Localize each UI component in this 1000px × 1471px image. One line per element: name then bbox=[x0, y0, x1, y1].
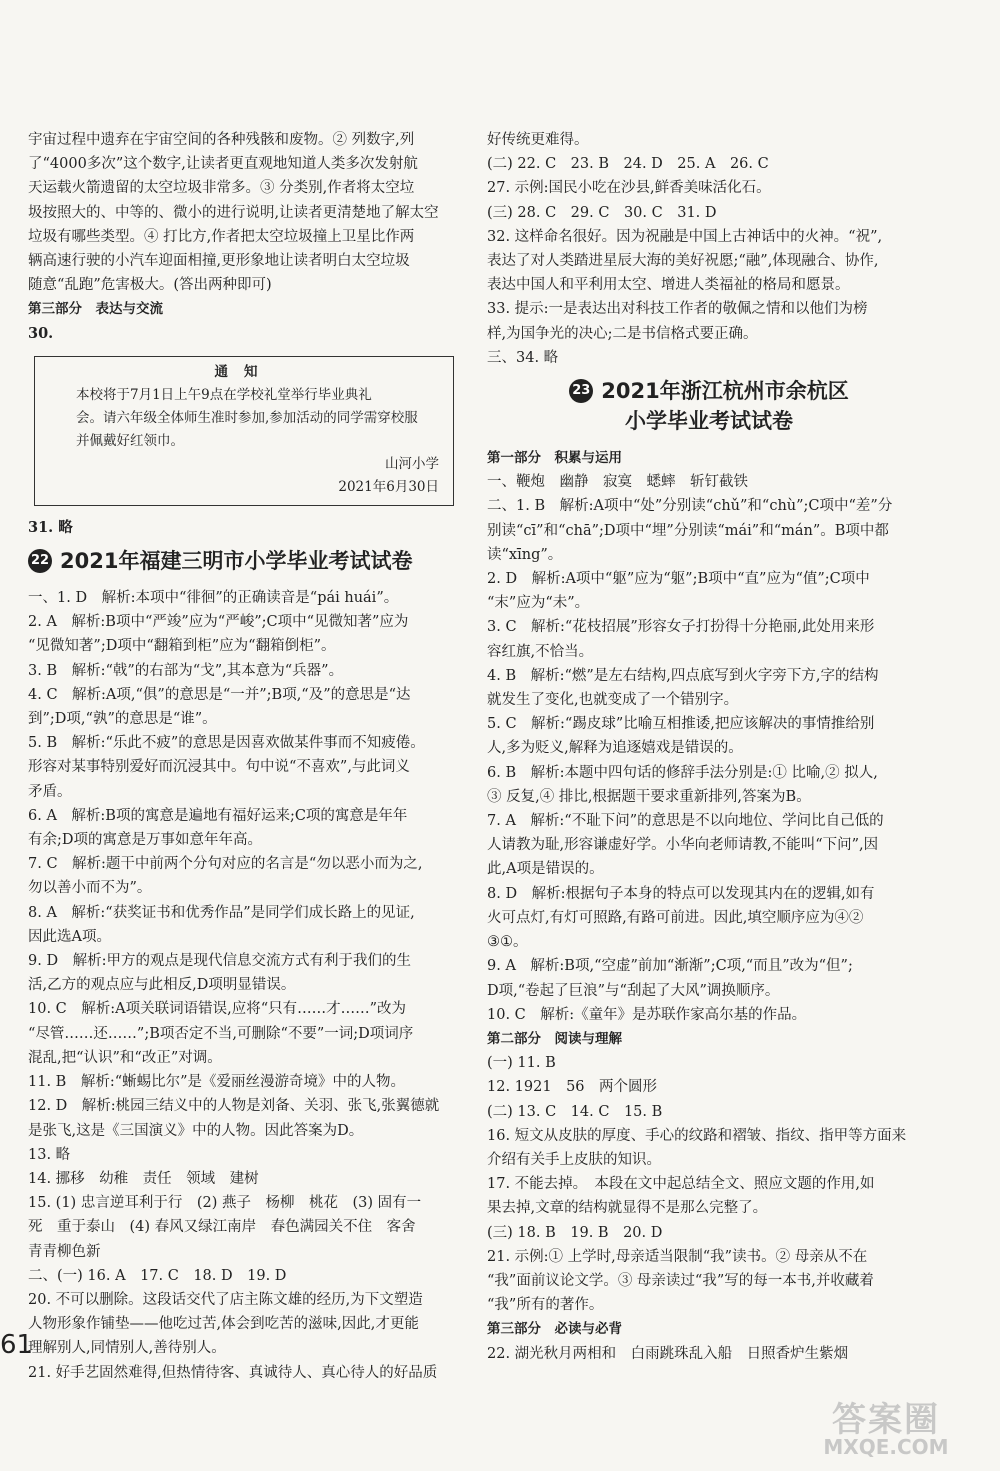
answer-line: 6. A 解析:B项的寓意是遍地有福好运来;C项的寓意是年年 bbox=[28, 807, 408, 824]
answer-line: 3. B 解析:“戟”的右部为“戈”,其本意为“兵器”。 bbox=[28, 662, 344, 679]
answer-line: 二、(一) 16. A 17. C 18. D 19. D bbox=[28, 1267, 287, 1284]
answer-line: 介绍有关手上皮肤的知识。 bbox=[487, 1151, 661, 1168]
answer-line: 13. 略 bbox=[28, 1146, 71, 1163]
exam-23-heading bbox=[487, 376, 931, 436]
exam-number-badge: 23 bbox=[569, 379, 593, 403]
part1-heading: 第一部分 积累与运用 bbox=[487, 450, 622, 467]
answer-line: 有余;D项的寓意是万事如意年年高。 bbox=[28, 832, 263, 849]
exam-22-heading bbox=[28, 546, 460, 576]
answer-line: 就发生了变化,也就变成了一个错别字。 bbox=[487, 692, 739, 709]
answer-line: ③ 反复,④ 排比,根据题干要求重新排列,答案为B。 bbox=[487, 788, 811, 805]
answer-line: 死 重于泰山 (4) 春风又绿江南岸 春色满园关不住 客舍 bbox=[28, 1219, 416, 1236]
answer-line: 7. C 解析:题干中前两个分句对应的名言是“勿以恶小而为之, bbox=[28, 856, 423, 873]
answer-line: (一) 11. B bbox=[487, 1055, 556, 1072]
answer-line: 读“xīng”。 bbox=[487, 546, 563, 563]
answer-line: “我”面前议论文学。③ 母亲读过“我”写的每一本书,并收藏着 bbox=[487, 1272, 874, 1289]
continued-answers bbox=[487, 128, 931, 370]
notice-title: 通知 bbox=[214, 363, 274, 380]
answer-line: 33. 提示:一是表达出对科技工作者的敬佩之情和以他们为榜 bbox=[487, 301, 868, 318]
answer-line: 11. B 解析:“蜥蜴比尔”是《爱丽丝漫游奇境》中的人物。 bbox=[28, 1074, 406, 1091]
text-line: 天运载火箭遗留的太空垃圾非常多。③ 分类别,作者将太空垃 bbox=[28, 180, 415, 197]
question-31-answer: 31. 略 bbox=[28, 518, 73, 536]
notice-body bbox=[49, 384, 439, 453]
answer-line: 10. C 解析:A项关联词语错误,应将“只有……才……”改为 bbox=[28, 1001, 407, 1018]
section3-heading: 第三部分 表达与交流 bbox=[28, 301, 163, 318]
answer-line: 5. B 解析:“乐此不疲”的意思是因喜欢做某件事而不知疲倦。 bbox=[28, 735, 425, 752]
answer-line: ③①。 bbox=[487, 934, 528, 951]
answer-line: 2. D 解析:A项中“躯”应为“躯”;B项中“直”应为“值”;C项中 bbox=[487, 571, 870, 588]
answer-line: 形容对某事特别爱好而沉浸其中。句中说“不喜欢”,与此词义 bbox=[28, 759, 410, 776]
answer-line: 别读“cī”和“chā”;D项中“埋”分别读“mái”和“mán”。B项中都 bbox=[487, 522, 889, 539]
answer-line: 12. 1921 56 两个圆形 bbox=[487, 1079, 658, 1096]
answer-line: 16. 短文从皮肤的厚度、手心的纹路和褶皱、指纹、指甲等方面来 bbox=[487, 1127, 907, 1144]
answer-line: 好传统更难得。 bbox=[487, 132, 589, 148]
notice-box bbox=[34, 356, 454, 506]
watermark-text: 答案圈 bbox=[832, 1400, 940, 1440]
answer-line: 9. A 解析:B项,“空虚”前加“渐渐”;C项,“而且”改为“但”; bbox=[487, 958, 853, 975]
answer-line: 10. C 解析:《童年》是苏联作家高尔基的作品。 bbox=[487, 1006, 807, 1023]
answer-line: (二) 22. C 23. B 24. D 25. A 26. C bbox=[487, 156, 769, 173]
answer-line: 此,A项是错误的。 bbox=[487, 861, 604, 878]
exam-22-answers bbox=[28, 586, 460, 1385]
exam-22-title: 2021年福建三明市小学毕业考试试卷 bbox=[60, 549, 413, 574]
right-column bbox=[487, 128, 931, 1366]
answer-line: 样,为国争光的决心;二是书信格式要正确。 bbox=[487, 325, 758, 342]
answer-line: (二) 13. C 14. C 15. B bbox=[487, 1103, 663, 1120]
answer-line: 8. D 解析:根据句子本身的特点可以发现其内在的逻辑,如有 bbox=[487, 885, 875, 902]
answer-line: 14. 挪移 幼稚 责任 领域 建树 bbox=[28, 1170, 259, 1187]
answer-line: “我”所有的著作。 bbox=[487, 1297, 604, 1314]
answer-line: 表达中国人和平利用太空、增进人类福祉的格局和愿景。 bbox=[487, 277, 850, 294]
answer-line: 人物形象作铺垫——他吃过苦,体会到吃苦的滋味,因此,才更能 bbox=[28, 1316, 419, 1333]
notice-line: 会。请六年级全体师生准时参加,参加活动的同学需穿校服 bbox=[76, 409, 418, 426]
answer-line: (三) 28. C 29. C 30. C 31. D bbox=[487, 204, 717, 221]
answer-line: 矛盾。 bbox=[28, 783, 72, 800]
answer-line: 容红旗,不恰当。 bbox=[487, 643, 594, 660]
answer-line: 活,乙方的观点应与此相反,D项明显错误。 bbox=[28, 977, 296, 994]
answer-line: 三、34. 略 bbox=[487, 349, 559, 366]
answer-line: 4. B 解析:“燃”是左右结构,四点底写到火字旁下方,字的结构 bbox=[487, 667, 879, 684]
answer-line: 6. B 解析:本题中四句话的修辞手法分别是:① 比喻,② 拟人, bbox=[487, 764, 878, 781]
answer-line: 15. (1) 忠言逆耳利于行 (2) 燕子 杨柳 桃花 (3) 固有一 bbox=[28, 1195, 422, 1212]
exam-23-title-line2: 小学毕业考试试卷 bbox=[625, 409, 793, 434]
answer-line: 人,多为贬义,解释为追逐嬉戏是错误的。 bbox=[487, 740, 743, 757]
text-line: 了“4000多次”这个数字,让读者更直观地知道人类多次发射航 bbox=[28, 156, 418, 173]
text-line: 随意“乱跑”危害极大。(答出两种即可) bbox=[28, 277, 272, 294]
answer-line: 青青柳色新 bbox=[28, 1243, 101, 1260]
answer-line: 8. A 解析:“获奖证书和优秀作品”是同学们成长路上的见证, bbox=[28, 904, 415, 921]
answer-line: 32. 这样命名很好。因为祝融是中国上古神话中的火神。“祝”, bbox=[487, 228, 883, 245]
exam-number-badge: 22 bbox=[28, 549, 52, 573]
answer-line: 是张飞,这是《三国演义》中的人物。因此答案为D。 bbox=[28, 1122, 364, 1139]
part2-heading: 第二部分 阅读与理解 bbox=[487, 1030, 622, 1047]
notice-line: 并佩戴好红领巾。 bbox=[76, 432, 184, 449]
watermark-logo bbox=[786, 1392, 986, 1459]
answer-line: 9. D 解析:甲方的观点是现代信息交流方式有利于我们的生 bbox=[28, 953, 411, 970]
watermark-url: MXQE.COM bbox=[823, 1435, 949, 1459]
text-line: 圾按照大的、中等的、微小的进行说明,让读者更清楚地了解太空 bbox=[28, 204, 439, 221]
left-column bbox=[28, 128, 460, 1385]
answer-line: “尽管……还……”;B项否定不当,可删除“不要”一词;D项词序 bbox=[28, 1025, 414, 1042]
answer-line: 理解别人,同情别人,善待别人。 bbox=[28, 1340, 226, 1357]
notice-date: 2021年6月30日 bbox=[338, 478, 439, 495]
question-30-label: 30. bbox=[28, 324, 54, 342]
answer-line: 3. C 解析:“花枝招展”形容女子打扮得十分艳丽,此处用来形 bbox=[487, 619, 875, 636]
answer-line: 12. D 解析:桃园三结义中的人物是刘备、关羽、张飞,张翼德就 bbox=[28, 1098, 440, 1115]
answer-line: 果去掉,文章的结构就显得不是那么完整了。 bbox=[487, 1200, 768, 1217]
answer-line: 一、1. D 解析:本项中“徘徊”的正确读音是“pái huái”。 bbox=[28, 590, 399, 607]
answer-line: 火可点灯,有灯可照路,有路可前进。因此,填空顺序应为④② bbox=[487, 909, 864, 926]
answer-line: 21. 示例:① 上学时,母亲适当限制“我”读书。② 母亲从不在 bbox=[487, 1248, 868, 1265]
answer-line: 2. A 解析:B项中“严竣”应为“严峻”;C项中“见微知著”应为 bbox=[28, 614, 409, 631]
answer-line: 因此选A项。 bbox=[28, 928, 111, 945]
text-line: 宇宙过程中遗弃在宇宙空间的各种残骸和废物。② 列数字,列 bbox=[28, 132, 415, 148]
answer-line: 勿以善小而不为”。 bbox=[28, 880, 152, 897]
answer-line: “末”应为“未”。 bbox=[487, 595, 590, 612]
answer-line: 到”;D项,“孰”的意思是“谁”。 bbox=[28, 711, 217, 728]
notice-line: 本校将于7月1日上午9点在学校礼堂举行毕业典礼 bbox=[76, 386, 372, 403]
answer-line: 21. 好手艺固然难得,但热情待客、真诚待人、真心待人的好品质 bbox=[28, 1364, 438, 1381]
answer-line: 27. 示例:国民小吃在沙县,鲜香美味活化石。 bbox=[487, 180, 771, 197]
answer-line: 混乱,把“认识”和“改正”对调。 bbox=[28, 1049, 222, 1066]
exam-23-title-line1: 2021年浙江杭州市余杭区 bbox=[601, 379, 849, 404]
text-line: 垃圾有哪些类型。④ 打比方,作者把太空垃圾撞上卫星比作两 bbox=[28, 228, 415, 245]
answer-line: 17. 不能去掉。 本段在文中起总结全文、照应文题的作用,如 bbox=[487, 1176, 875, 1193]
part1-answers bbox=[487, 470, 931, 1027]
answer-line: 5. C 解析:“踢皮球”比喻互相推诿,把应该解决的事情推给别 bbox=[487, 716, 875, 733]
part3-heading: 第三部分 必读与必背 bbox=[487, 1321, 622, 1338]
answer-line: 20. 不可以删除。这段话交代了店主陈文雄的经历,为下文塑造 bbox=[28, 1291, 423, 1308]
answer-line: 表达了对人类踏进星辰大海的美好祝愿;“融”,体现融合、协作, bbox=[487, 253, 879, 270]
answer-line: (三) 18. B 19. B 20. D bbox=[487, 1224, 663, 1241]
answer-line: 一、鞭炮 幽静 寂寞 蟋蟀 斩钉截铁 bbox=[487, 474, 748, 491]
answer-line: 二、1. B 解析:A项中“处”分别读“chǔ”和“chù”;C项中“差”分 bbox=[487, 498, 893, 515]
page-number: 61 bbox=[0, 1330, 34, 1360]
answer-line: 22. 湖光秋月两相和 白雨跳珠乱入船 日照香炉生紫烟 bbox=[487, 1345, 849, 1362]
notice-signer: 山河小学 bbox=[385, 455, 439, 472]
part2-answers bbox=[487, 1051, 931, 1317]
answer-line: 7. A 解析:“不耻下问”的意思是不以向地位、学问比自己低的 bbox=[487, 813, 884, 830]
answer-line: 人请教为耻,形容谦虚好学。小华向老师请教,不能叫“下问”,因 bbox=[487, 837, 879, 854]
answer-line: D项,“卷起了巨浪”与“刮起了大风”调换顺序。 bbox=[487, 982, 780, 999]
intro-paragraph bbox=[28, 128, 460, 297]
answer-line: 4. C 解析:A项,“俱”的意思是“一并”;B项,“及”的意思是“达 bbox=[28, 686, 411, 703]
text-line: 辆高速行驶的小汽车迎面相撞,更形象地让读者明白太空垃圾 bbox=[28, 253, 410, 270]
answer-line: “见微知著”;D项中“翻箱到柜”应为“翻箱倒柜”。 bbox=[28, 638, 336, 655]
part3-answers bbox=[487, 1342, 931, 1366]
